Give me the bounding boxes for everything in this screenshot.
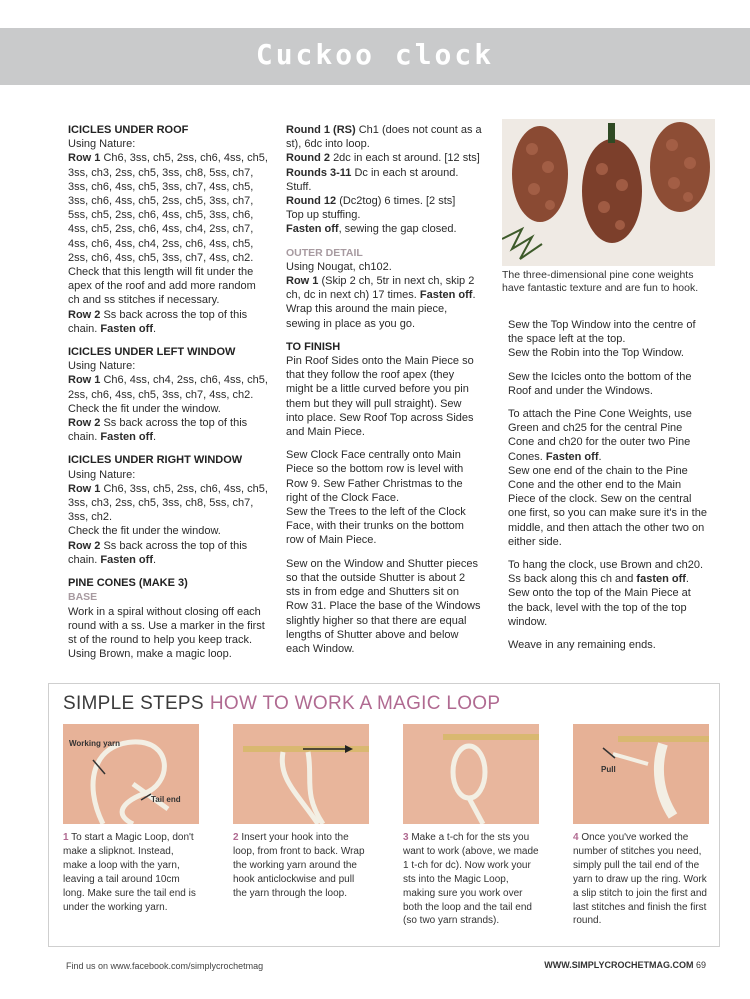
simple-steps-box: [48, 683, 720, 947]
instruction-text: Top up stuffing.: [286, 209, 361, 222]
instruction-text: Weave in any remaining ends.: [508, 639, 656, 652]
pull-label: Pull: [601, 765, 616, 774]
column-3: [508, 318, 708, 652]
tail-end-label: Tail end: [151, 795, 181, 804]
steps-title: SIMPLE STEPS HOW TO WORK A MAGIC LOOP: [63, 693, 501, 714]
footer-facebook-link[interactable]: Find us on www.facebook.com/simplycrochetmag: [66, 961, 264, 971]
instruction-row: Row 2 Ss back across the top of this chain. Fasten off.: [68, 539, 248, 566]
page-title: Cuckoo clock: [255, 38, 495, 71]
footer-website-link[interactable]: WWW.SIMPLYCROCHETMAG.COM: [544, 960, 694, 970]
column-2: [286, 123, 482, 656]
step-2-text: 2 Insert your hook into the loop, from front to back. Wrap the working yarn around the hook anticlockwise and pull the yarn through the loop.: [233, 832, 365, 899]
instruction-text: Stuff.: [286, 180, 312, 193]
instruction-text: To attach the Pine Cone Weights, use Green and ch25 for the central Pine Cone and ch20 for the outer two Pine Cones. Fasten off.: [508, 408, 692, 463]
step-1-text: 1 To start a Magic Loop, don't make a slipknot. Instead, make a loop with the yarn, leaving a tail around 10cm long. Make sure the tail end is under the working yarn.: [63, 832, 196, 913]
instruction-text: Check the fit under the window.: [68, 402, 221, 415]
instruction-row: Row 1 Ch6, 3ss, ch5, 2ss, ch6, 4ss, ch5, 3ss, ch3, 2ss, ch5, 3ss, ch8, 5ss, ch7, 3ss, ch6, 4ss, ch5, 3ss, ch7, 4ss, ch5, 3ss, ch6, 4ss, ch5, 2ss, ch5, 3ss, ch7, 5ss, ch5, 2ss, ch6, 4ss, ch5, 3ss, ch6, 4ss, ch5, 2ss, ch6, 4ss, ch4, 2ss, ch7, 4ss, ch6, 4ss, ch4, 2ss, ch6, 4ss, ch5, 2ss, ch6, 4ss, ch5, 3ss, ch7, 4ss, ch2.: [68, 152, 268, 264]
instruction-text: Sew Clock Face centrally onto Main Piece so the bottom row is level with Row 9. Sew Father Christmas to the right of the Clock Face.: [286, 449, 464, 504]
instruction-text: Sew one end of the chain to the Pine Cone and the other end to the Main Piece of the clock. Sew on the central one first, so you can make sure it's in the middle, and then attach the other two on either side.: [508, 464, 707, 548]
instruction-text: Sew the Top Window into the centre of the space left at the top.: [508, 319, 696, 346]
step-3-text: 3 Make a t-ch for the sts you want to work (above, we made 1 t-ch for dc). Now work your sts into the Magic Loop, making sure you work over both the loop and the tail end (so two yarn strands).: [403, 832, 539, 927]
using-text: Using Nature:: [68, 468, 136, 481]
instruction-text: Pin Roof Sides onto the Main Piece so that they follow the roof apex (they might be a little curved before you pin them but they will pull straight). Sew into place. Sew Roof Top across Sides and Main Piece.: [286, 355, 474, 439]
step-3-photo: [403, 724, 539, 824]
step-4-text: 4 Once you've worked the number of stitches you need, simply pull the tail end of the yarn to draw up the ring. Work a slip stitch to join the first and last stitches and finish the first round.: [573, 832, 707, 927]
subheading: OUTER DETAIL: [286, 246, 363, 259]
instruction-row: Fasten off, sewing the gap closed.: [286, 223, 457, 236]
instruction-row: Row 1 Ch6, 3ss, ch5, 2ss, ch6, 4ss, ch5, 3ss, ch3, 2ss, ch5, 3ss, ch8, 5ss, ch7, 3ss, ch2.: [68, 482, 268, 524]
instruction-row: Round 1 (RS) Ch1 (does not count as a st), 6dc into loop.: [286, 124, 482, 151]
section-heading: TO FINISH: [286, 340, 341, 353]
instruction-row: Row 1 Ch6, 4ss, ch4, 2ss, ch6, 4ss, ch5, 2ss, ch6, 4ss, ch5, 3ss, ch7, 4ss, ch2.: [68, 374, 268, 401]
using-text: Using Nature:: [68, 138, 136, 151]
instruction-text: To hang the clock, use Brown and ch20. Ss back along this ch and fasten off. Sew onto the top of the Main Piece at the back, level with the top of the top window.: [508, 559, 704, 628]
title-banner: [0, 28, 750, 85]
using-text: Using Nature:: [68, 360, 136, 373]
footer-site: [544, 960, 706, 970]
instruction-row: Rounds 3-11 Dc in each st around.: [286, 166, 459, 179]
section-heading: ICICLES UNDER RIGHT WINDOW: [68, 454, 243, 467]
subheading: BASE: [68, 591, 98, 604]
working-yarn-label: Working yarn: [69, 739, 120, 748]
page-number: 69: [695, 960, 706, 970]
instruction-row: Row 1 (Skip 2 ch, 5tr in next ch, skip 2 ch, dc in next ch) 17 times. Fasten off. Wrap this around the main piece, sewing in place as you go.: [286, 275, 476, 330]
instruction-row: Round 12 (Dc2tog) 6 times. [2 sts]: [286, 195, 456, 208]
pine-cone-photo: [502, 119, 715, 266]
section-heading: ICICLES UNDER LEFT WINDOW: [68, 346, 236, 359]
instruction-text: Work in a spiral without closing off each round with a ss. Use a marker in the first st of the round to help you keep track. Using Brown, make a magic loop.: [68, 605, 265, 661]
instruction-text: Sew on the Window and Shutter pieces so that the outside Shutter is about 2 sts in from edge and Shutters sit on Row 31. Place the base of the Windows slightly higher so that there are equal lengths of Shutter above and below each Window.: [286, 557, 481, 655]
instruction-text: Check that this length will fit under the apex of the roof and add more random ch and ss stitches if necessary.: [68, 266, 256, 307]
step-1-photo: [63, 724, 199, 824]
instruction-row: Row 2 Ss back across the top of this chain. Fasten off.: [68, 308, 248, 335]
section-heading: PINE CONES (MAKE 3): [68, 577, 188, 590]
instruction-text: Sew the Robin into the Top Window.: [508, 347, 684, 360]
step-4-photo: [573, 724, 709, 824]
step-2-photo: [233, 724, 369, 824]
instruction-row: Row 2 Ss back across the top of this chain. Fasten off.: [68, 417, 248, 444]
section-heading: ICICLES UNDER ROOF: [68, 124, 189, 136]
photo-caption: The three-dimensional pine cone weights have fantastic texture and are fun to hook.: [502, 269, 699, 294]
column-1: [68, 123, 270, 661]
instruction-row: Round 2 2dc in each st around. [12 sts]: [286, 152, 480, 165]
instruction-text: Check the fit under the window.: [68, 525, 221, 538]
using-text: Using Nougat, ch102.: [286, 260, 392, 273]
instruction-text: Sew the Icicles onto the bottom of the Roof and under the Windows.: [508, 370, 692, 397]
instruction-text: Sew the Trees to the left of the Clock Face, with their trunks on the bottom row of Main Piece.: [286, 506, 466, 547]
